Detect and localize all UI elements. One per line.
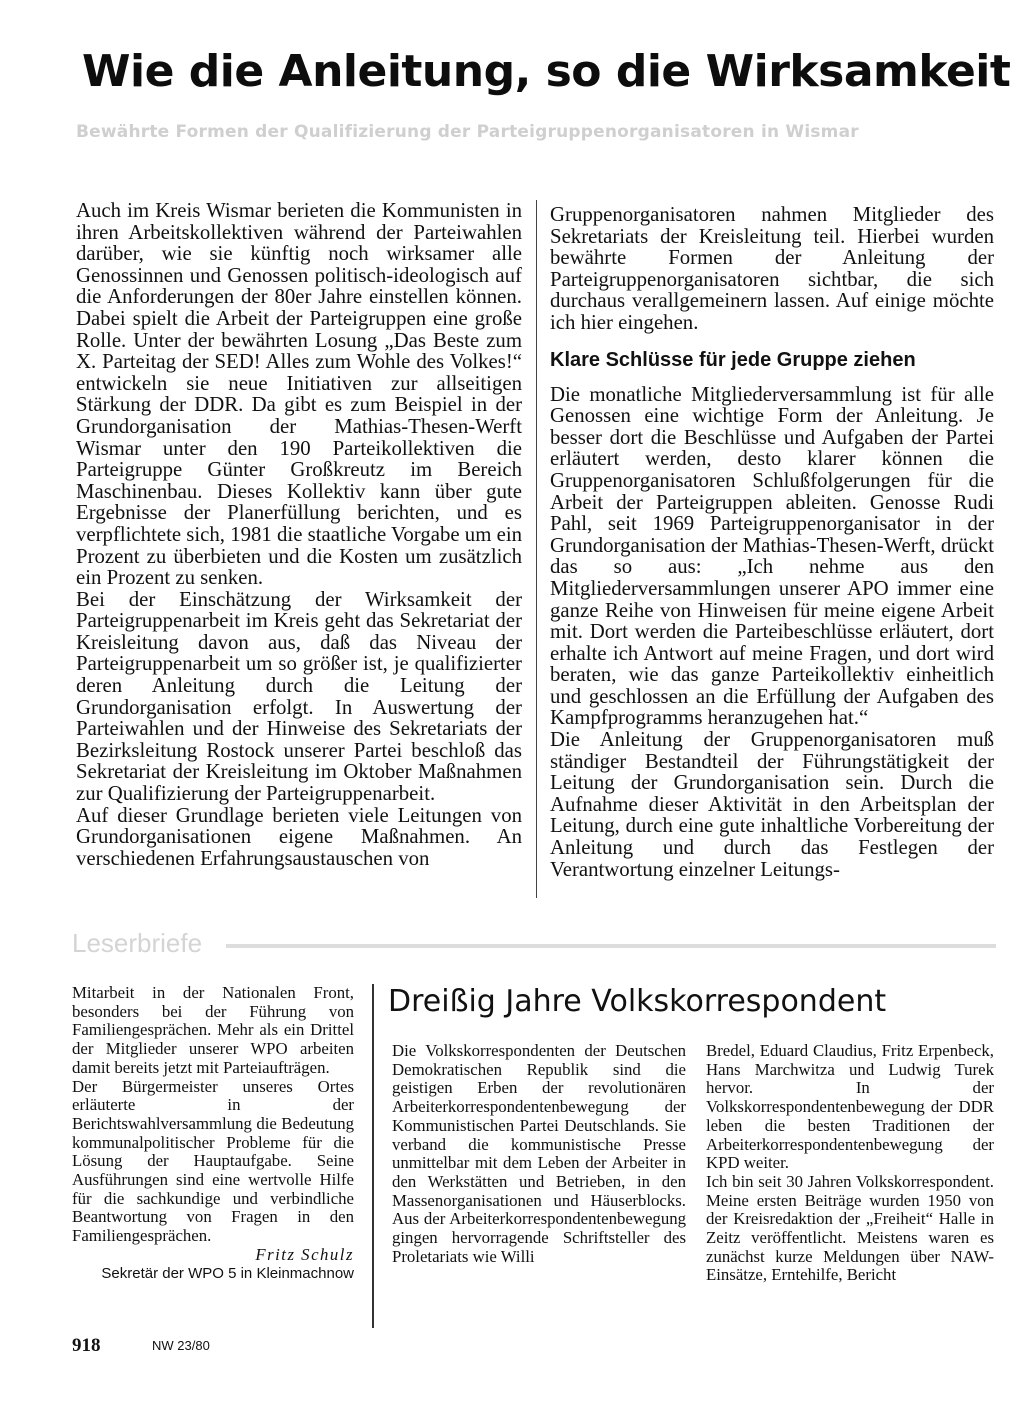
article-paragraph: Auf dieser Grundlage berieten viele Leitungen von Grundorganisationen eigene Maßnahmen. An verschiedenen Erfahrungsaustauschen von <box>76 803 522 870</box>
letter-headline: Dreißig Jahre Volkskorrespondent <box>388 984 887 1019</box>
column-divider <box>536 200 537 898</box>
article-paragraph: Die Anleitung der Gruppenorganisatoren muß ständiger Bestandteil der Führungstätigkeit der Leitung der Grundorganisation sein. Durch die Aufnahme dieser Aktivität in den Arbeitsplan der Leitung, durch eine gute inhaltliche Vorbereitung der Anleitung und durch das Festlegen der Verantwortung einzelner Leitungs- <box>550 728 994 881</box>
letter-paragraph: Die Volkskorrespondenten der Deutschen Demokratischen Republik sind die geistigen Erben der revolutionären Arbeiterkorrespondentenbewegung der Kommunistischen Partei Deutschlands. Sie verband die kommunistische Presse unmittelbar mit dem Leben der Arbeiter in den Werkstätten und Betrieben, in den Massenorganisationen und Häuserblocks. Aus der Arbeiterkorrespondentenbewegung gingen hervorragende Schriftsteller des Proletariats wie Willi <box>392 1041 686 1266</box>
letter-paragraph: Der Bürgermeister unseres Ortes erläuterte in der Berichtswahlversammlung die Bedeutung kommunalpolitischer Probleme für die Lösung der Hauptaufgabe. Seine Ausführungen sind eine wertvolle Hilfe für die sachkundige und verbindliche Beantwortung von Fragen in den Familiengesprächen. <box>72 1076 354 1246</box>
article-paragraph: Die monatliche Mitgliederversammlung ist für alle Genossen eine wichtige Form der Anleitung. Je besser dort die Beschlüsse und Aufgaben der Partei erläutert werden, desto klarer können die Gruppenorganisatoren Schlußfolgerungen für die Arbeit der Parteigruppen ableiten. Genosse Rudi Pahl, seit 1969 Parteigruppenorganisator in der Grundorganisation der Mathias-Thesen-Werft, drückt das so aus: „Ich nehme aus den Mitgliederversammlungen unserer APO immer eine ganze Reihe von Hinweisen für meine eigene Arbeit mit. Dort werden die Parteibeschlüsse erläutert, dort erhalte ich Antwort auf meine Fragen, und dort wird beraten, wie das ganze Parteikollektiv einheitlich und geschlossen an die Erfüllung der Aufgaben des Kampfprogramms heranzugehen hat.“ <box>550 382 994 730</box>
article-paragraph: Gruppenorganisatoren nahmen Mitglieder des Sekretariats der Kreisleitung teil. Hierbei wurden bewährte Formen der Anleitung der Parteigruppenorganisatoren sichtbar, die sich durchaus verallgemeinern lassen. Auf einige möchte ich hier eingehen. <box>550 203 994 334</box>
letter-paragraph: Bredel, Eduard Claudius, Fritz Erpenbeck, Hans Marchwitza und Ludwig Turek hervor. In der Volkskorrespondentenbewegung der DDR leben die besten Traditionen der Arbeiterkorrespondentenbewegung der KPD weiter. <box>706 1041 994 1173</box>
letter-author-role: Sekretär der WPO 5 in Kleinmachnow <box>101 1264 354 1282</box>
issue-label: NW 23/80 <box>152 1338 210 1353</box>
section-subheading: Klare Schlüsse für jede Gruppe ziehen <box>550 348 916 371</box>
article-paragraph: Auch im Kreis Wismar berieten die Kommunisten in ihren Arbeitskollektiven während der Parteiwahlen darüber, wie sie künftig noch wirksamer alle Genossinnen und Genossen politisch-ideologisch auf die Anforderungen der 80er Jahre einstellen können. Dabei spielt die Arbeit der Parteigruppen eine große Rolle. Unter der bewährten Losung „Das Beste zum X. Parteitag der SED! Alles zum Wohle des Volkes!“ entwickeln sie neue Initiativen zur allseitigen Stärkung der DDR. Da gibt es zum Beispiel in der Grundorganisation der Mathias-Thesen-Werft Wismar unter den 190 Parteikollektiven die Parteigruppe Günter Großkreutz im Bereich Maschinenbau. Dieses Kollektiv kann über gute Ergebnisse der Planerfüllung berichten, und es verpflichtete sich, 1981 die staatliche Vorgabe um ein Prozent zu überbieten und die Kosten um zusätzlich ein Prozent zu senken. <box>76 199 522 590</box>
letter-column-3 <box>706 1042 994 1285</box>
letter-column-2 <box>392 1042 686 1266</box>
letter-paragraph: Ich bin seit 30 Jahren Volkskorrespondent. Meine ersten Beiträge wurden 1950 von der Kreisredaktion der „Freiheit“ Halle in Zeitz veröffentlicht. Meistens waren es zunächst kurze Meldungen über NAW-Einsätze, Erntehilfe, Bericht <box>706 1171 994 1285</box>
letter-author: Fritz Schulz <box>255 1244 354 1264</box>
article-subtitle: Bewährte Formen der Qualifizierung der Parteigruppenorganisatoren in Wismar <box>76 122 859 142</box>
section-rule <box>226 944 996 948</box>
column-divider <box>372 984 374 1328</box>
letter-column-1 <box>72 984 354 1283</box>
article-column-1 <box>76 200 522 869</box>
letter-paragraph: Mitarbeit in der Nationalen Front, besonders bei der Führung von Familiengesprächen. Mehr als ein Drittel der Mitglieder unserer WPO arbeiten damit bereits jetzt mit Parteiaufträgen. <box>72 983 354 1077</box>
article-paragraph: Bei der Einschätzung der Wirksamkeit der Parteigruppenarbeit im Kreis geht das Sekretariat der Kreisleitung davon aus, daß das Niveau der Parteigruppenarbeit um so größer ist, je qualifizierter deren Anleitung durch die Leitung der Grundorganisation erfolgt. In Auswertung der Parteiwahlen und der Hinweise des Sekretariats der Bezirksleitung Rostock unserer Partei beschloß das Sekretariat der Kreisleitung im Oktober Maßnahmen zur Qualifizierung der Parteigruppenarbeit. <box>76 587 522 806</box>
page-number: 918 <box>72 1335 101 1356</box>
section-label-leserbriefe: Leserbriefe <box>72 928 203 958</box>
article-column-2 <box>550 204 994 880</box>
article-title: Wie die Anleitung, so die Wirksamkeit <box>82 46 1011 97</box>
